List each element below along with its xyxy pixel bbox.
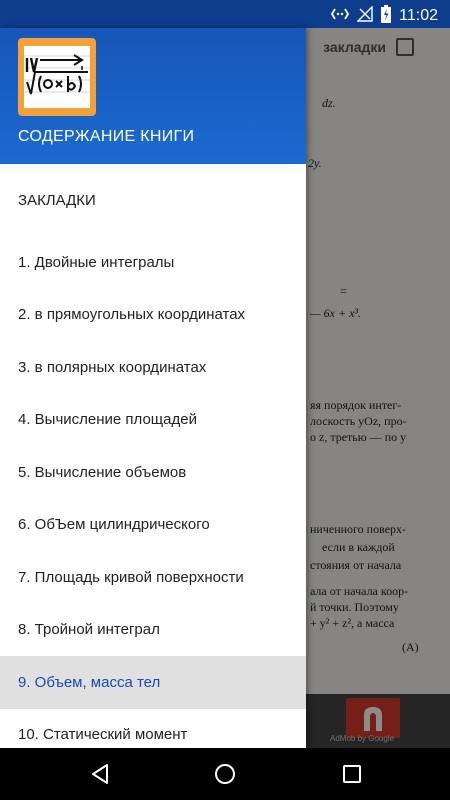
book-text-line: = — [340, 284, 347, 298]
app-logo — [18, 38, 96, 116]
system-nav-bar — [0, 748, 450, 800]
clock: 11:02 — [399, 7, 438, 24]
book-text-line: 2y. — [308, 156, 322, 170]
book-text-line: яя порядок интег- — [310, 398, 402, 412]
status-icons — [331, 5, 438, 27]
book-text-line: лоскость yOz, про- — [310, 414, 407, 428]
menu-item-bookmarks[interactable]: ЗАКЛАДКИ — [18, 191, 96, 209]
menu-item-chapter[interactable]: 6. ОбЪем цилиндрического — [18, 516, 210, 534]
drawer-title: СОДЕРЖАНИЕ КНИГИ — [18, 128, 195, 145]
data-transfer-icon — [331, 7, 349, 25]
book-text-line: й точки. Поэтому — [310, 600, 399, 614]
menu-item-chapter[interactable]: 10. Статический момент — [18, 726, 188, 744]
menu-item-chapter[interactable]: 1. Двойные интегралы — [18, 253, 175, 271]
ad-caption: AdMob by Google — [330, 734, 395, 743]
recents-icon[interactable] — [340, 762, 364, 786]
menu-item-chapter[interactable]: 2. в прямоугольных координатах — [18, 306, 246, 324]
menu-item-chapter[interactable]: 5. Вычисление объемов — [18, 463, 187, 481]
book-text-line: (A) — [402, 640, 419, 654]
back-icon[interactable] — [88, 762, 112, 786]
navigation-drawer — [0, 28, 306, 748]
status-bar — [0, 0, 450, 28]
book-text-line: — 6x + x³. — [310, 306, 362, 320]
no-signal-icon — [357, 6, 373, 26]
menu-item-chapter[interactable]: 3. в полярных координатах — [18, 358, 207, 376]
drawer-scrim[interactable] — [306, 28, 450, 748]
book-text-line: ала от начала коор- — [310, 584, 409, 598]
battery-charging-icon — [381, 5, 391, 27]
drawer-menu — [0, 164, 306, 748]
book-text-line: dz. — [322, 96, 336, 110]
book-text-line: о z, третью — по y — [310, 430, 407, 444]
home-icon[interactable] — [213, 762, 237, 786]
menu-item-chapter[interactable]: 4. Вычисление площадей — [18, 411, 197, 429]
drawer-header — [0, 28, 306, 164]
menu-item-chapter[interactable]: 7. Площадь кривой поверхности — [18, 568, 244, 586]
book-text-line: если в каждой — [322, 540, 395, 554]
book-text-line: ниченного поверх- — [310, 522, 407, 536]
book-text-line: + y² + z², а масса — [310, 616, 395, 630]
menu-item-chapter-selected[interactable]: 9. Объем, масса тел — [0, 656, 306, 709]
book-text-line: стояния от начала — [310, 558, 402, 572]
bookmarks-label: закладки — [323, 39, 386, 55]
menu-item-chapter[interactable]: 8. Тройной интеграл — [18, 621, 160, 639]
app-logo-icon — [24, 46, 90, 108]
